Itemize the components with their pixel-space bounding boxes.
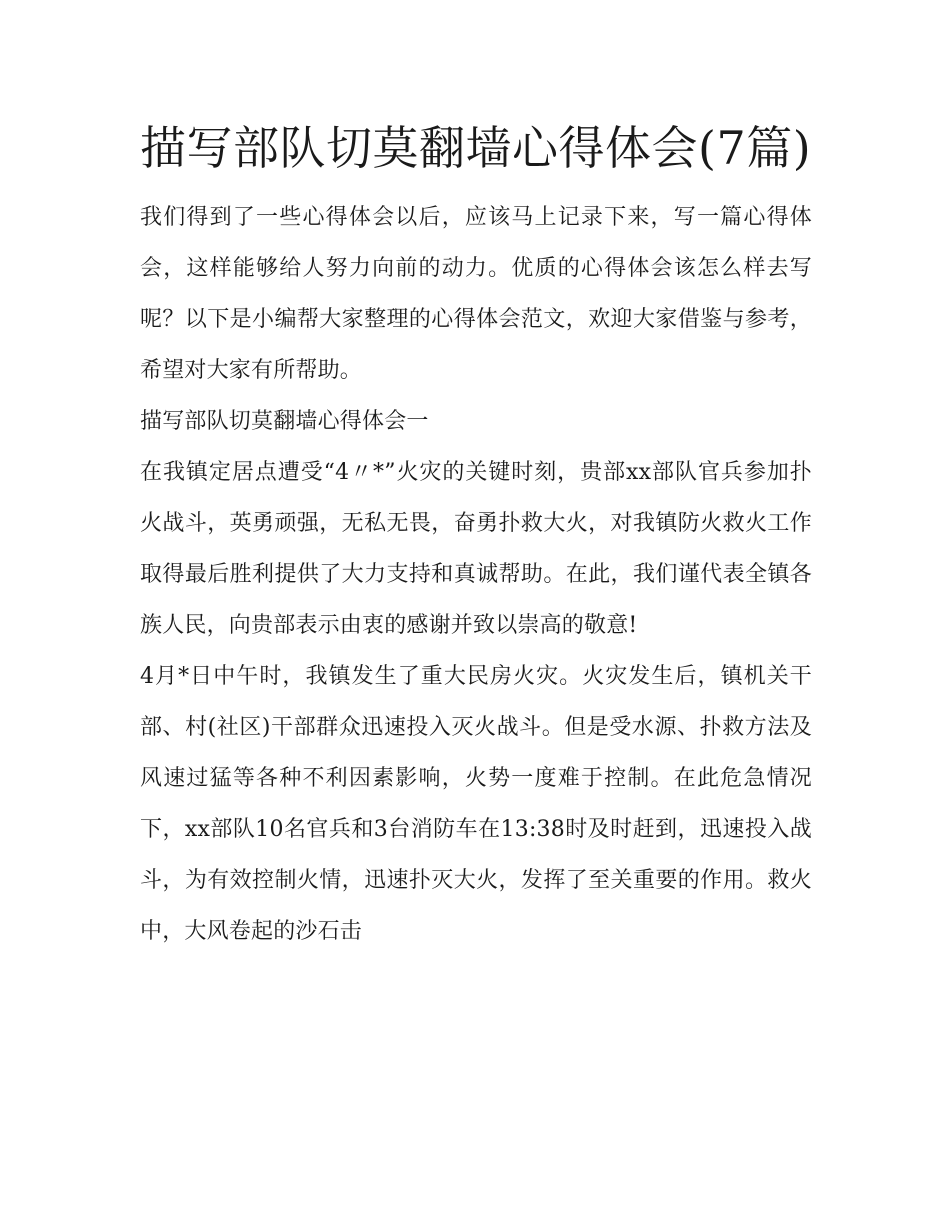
document-page: [140, 112, 812, 957]
section-heading: 描写部队切莫翻墙心得体会一: [140, 409, 429, 434]
body-paragraph: 4月*日中午时，我镇发生了重大民房火灾。火灾发生后，镇机关干部、村(社区)干部群众迅速投入灭火战斗。但是受水源、扑救方法及风速过猛等各种不利因素影响，火势一度难于控制。在此危急情况下，xx部队10名官兵和3台消防车在13:38时及时赶到，迅速投入战斗，为有效控制火情，迅速扑灭大火，发挥了至关重要的作用。救火中，大风卷起的沙石击: [140, 664, 812, 944]
intro-paragraph: 我们得到了一些心得体会以后，应该马上记录下来，写一篇心得体会，这样能够给人努力向前的动力。优质的心得体会该怎么样去写呢？以下是小编帮大家整理的心得体会范文，欢迎大家借鉴与参考，希望对大家有所帮助。: [140, 205, 812, 383]
document-body: [140, 192, 812, 957]
body-paragraph: 在我镇定居点遭受“4〃*”火灾的关键时刻，贵部xx部队官兵参加扑火战斗，英勇顽强，无私无畏，奋勇扑救大火，对我镇防火救火工作取得最后胜利提供了大力支持和真诚帮助。在此，我们谨代表全镇各族人民，向贵部表示由衷的感谢并致以崇高的敬意!: [140, 460, 812, 638]
document-title: 描写部队切莫翻墙心得体会(7篇): [140, 121, 812, 175]
